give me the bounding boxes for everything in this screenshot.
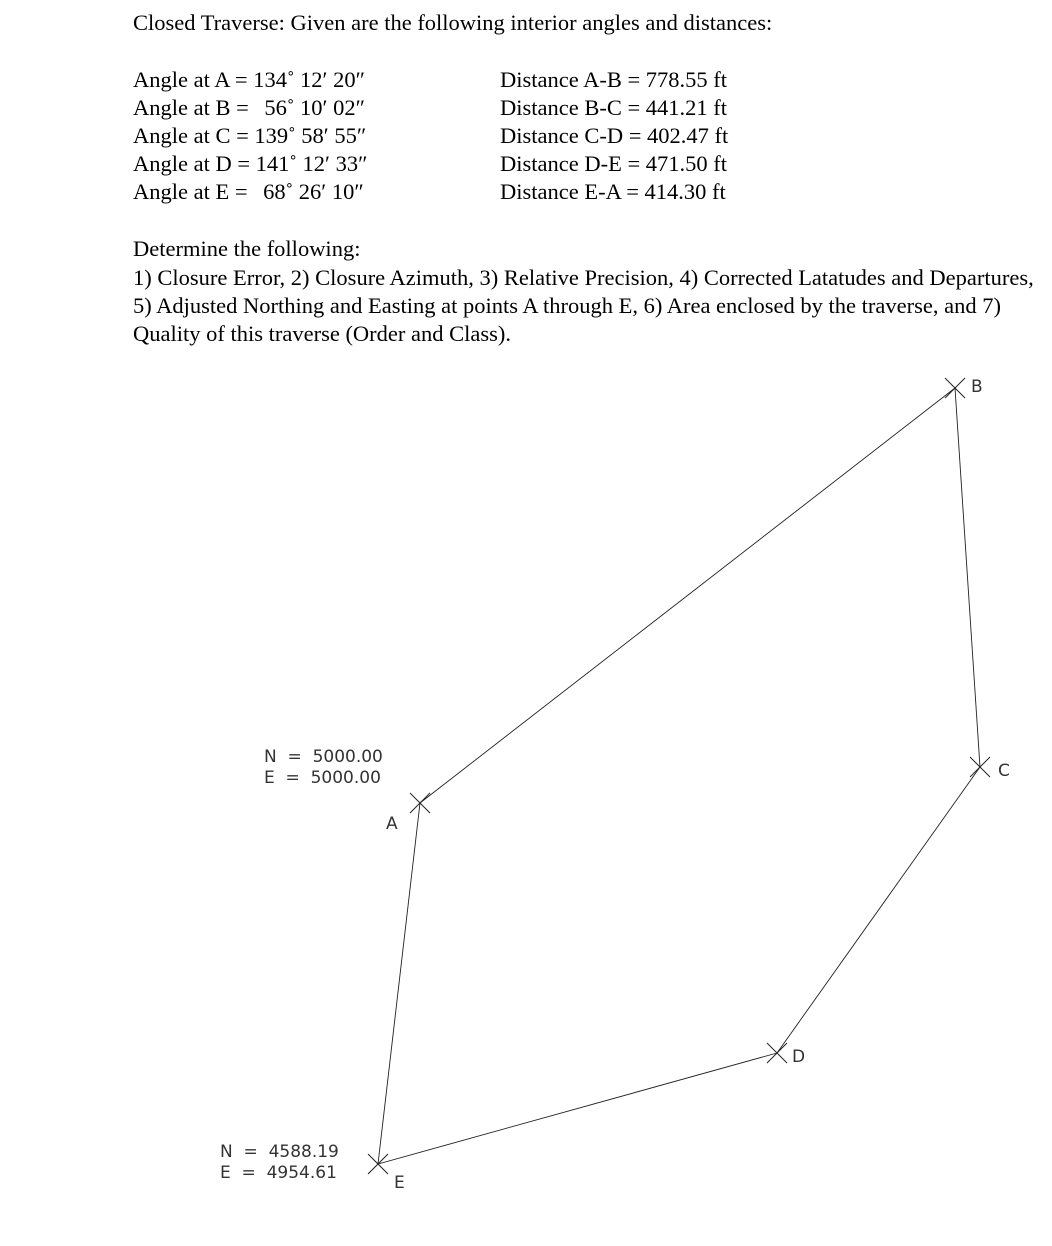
angle-a-value: 134˚ 12′ 20″ [253,67,365,92]
station-d-mark [767,1043,787,1063]
task-heading: Determine the following: [133,236,361,261]
angle-d-value: 141˚ 12′ 33″ [255,151,368,176]
distance-de-label: Distance D-E = [500,151,641,176]
point-e-easting: E = 4954.61 [220,1163,337,1183]
leg-b-c [955,388,980,767]
distance-bc-label: Distance B-C = [500,95,641,120]
point-a-easting: E = 5000.00 [264,768,381,788]
angle-d-label: Angle at D = [133,151,251,176]
distance-bc-value: 441.21 ft [645,95,728,120]
task-list: 1) Closure Error, 2) Closure Azimuth, 3) Relative Precision, 4) Corrected Latatudes and Departures, 5) Adjusted Northing and Easting at points A through E, 6) Area enclosed by the traverse, and 7) Quality of this traverse (Order and Class). [133,265,1034,346]
leg-d-e [378,1053,777,1164]
angle-e-label: Angle at E = [133,179,248,204]
leg-e-a [378,803,420,1164]
angle-b-label: Angle at B = [133,95,249,120]
distance-cd-value: 402.47 ft [647,123,729,148]
point-c-label: C [998,761,1010,781]
problem-heading: Closed Traverse: Given are the following interior angles and distances: [133,10,773,35]
point-d-label: D [792,1047,806,1067]
distance-ea-value: 414.30 ft [644,179,726,204]
point-e-northing: N = 4588.19 [220,1142,339,1162]
distance-de-value: 471.50 ft [645,151,728,176]
leg-c-d [777,767,980,1053]
distance-cd-label: Distance C-D = [500,123,642,148]
station-c-mark [970,757,990,777]
station-b-mark [945,378,965,398]
point-b-label: B [971,377,983,397]
angle-e-value: 68˚ 26′ 10″ [263,179,364,204]
leg-a-b [420,388,955,803]
angle-c-label: Angle at C = [133,123,249,148]
angle-c-value: 139˚ 58′ 55″ [254,123,367,148]
distance-ab-label: Distance A-B = [500,67,641,92]
point-e-label: E [394,1173,405,1193]
angle-b-value: 56˚ 10′ 02″ [264,95,365,120]
distance-ab-value: 778.55 ft [645,67,728,92]
distance-ea-label: Distance E-A = [500,179,639,204]
angle-a-label: Angle at A = [133,67,248,92]
point-a-northing: N = 5000.00 [264,747,383,767]
station-a-mark [410,793,430,813]
station-e-mark [368,1154,388,1174]
point-a-label: A [386,814,398,834]
